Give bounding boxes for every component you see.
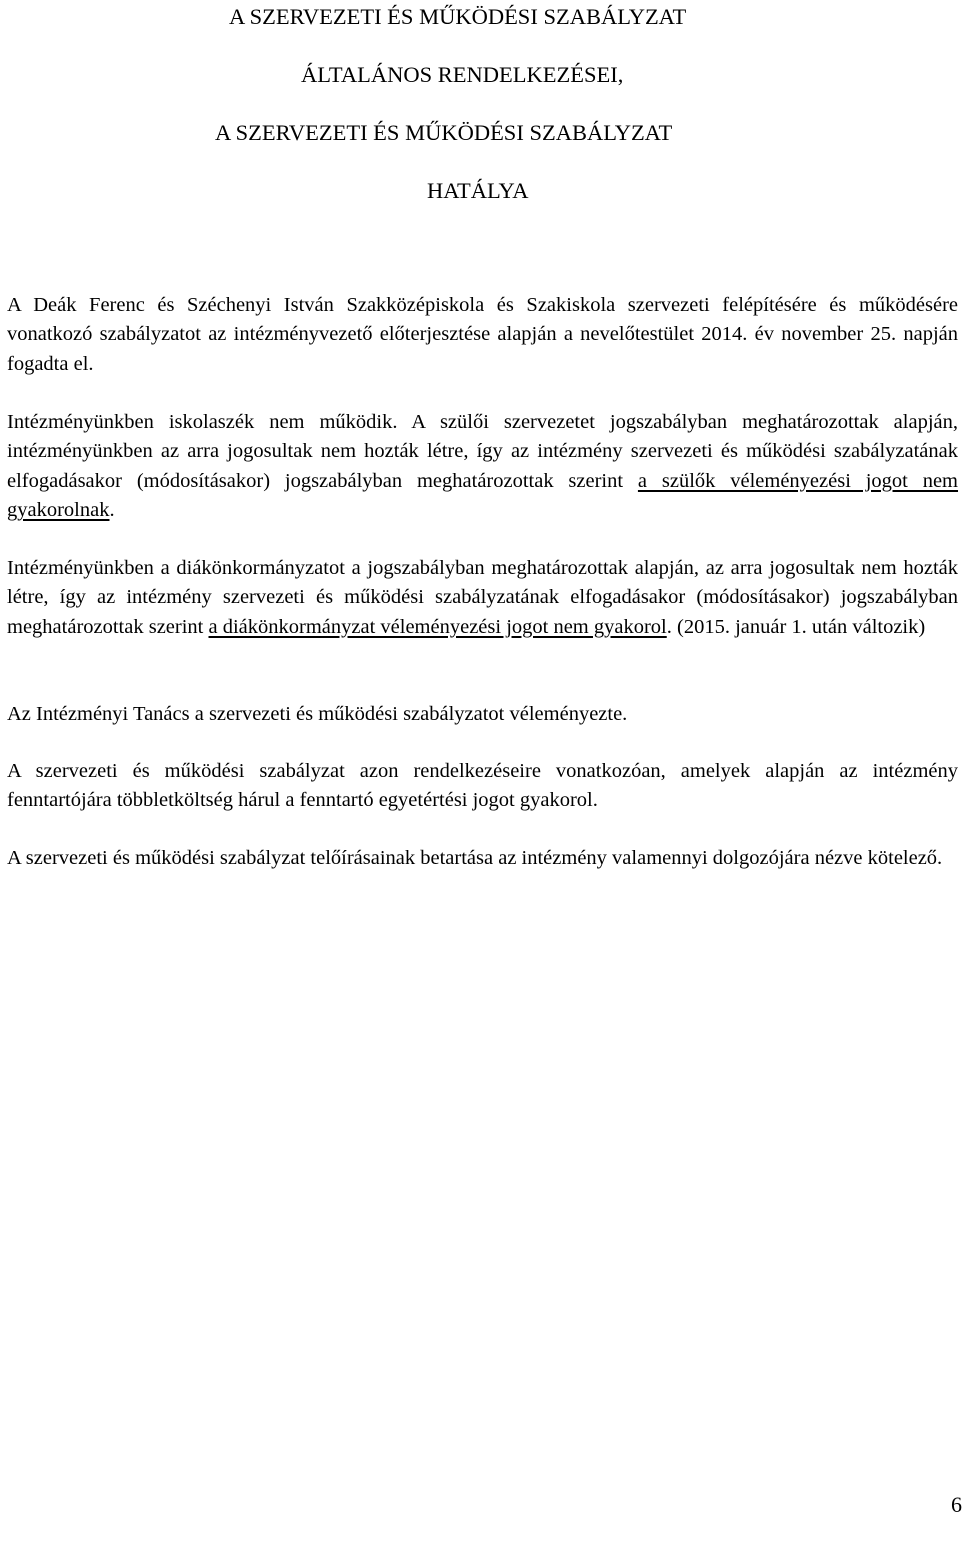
- paragraph-adoption-text: A Deák Ferenc és Széchenyi István Szakközépiskola és Szakiskola szervezeti felépítésére és működésére vonatkozó szabályzatot az intézményvezető előterjesztése alapján a nevelőtestület: [7, 294, 958, 346]
- parents-rights-underlined: a szülők véleményezési jogot nem gyakorolnak: [7, 469, 959, 522]
- paragraph-adoption: [7, 291, 958, 379]
- paragraph-parents-organization: [7, 408, 958, 526]
- paragraph-maintainer-consent: A szervezeti és működési szabályzat azon rendelkezéseire vonatkozóan, amelyek alapján az intézmény fenntartójára többletköltség hárul a fenntartó egyetértési jogot gyakorol.: [7, 760, 958, 812]
- adoption-date: 2014. év november 25.: [701, 323, 897, 346]
- paragraph-student-government: [7, 554, 958, 642]
- paragraph-student-text: Intézményünkben a diákönkormányzatot a jogszabályban meghatározottak alapján, az arra jogosultak nem hozták létre, így az intézmény szervezeti és működési szabályzatának elfogadásakor (módosításakor) jogszabályban meghatározottak szerint: [7, 557, 958, 638]
- section-title-line-1: ÁLTALÁNOS RENDELKEZÉSEI,: [301, 62, 624, 87]
- student-rights-underlined: a diákönkormányzat véleményezési jogot nem gyakorol: [208, 615, 667, 638]
- section-title-line-2: A SZERVEZETI ÉS MŰKÖDÉSI SZABÁLYZAT: [215, 120, 673, 145]
- section-title-line-3: HATÁLYA: [427, 178, 529, 203]
- paragraph-binding-rules: A szervezeti és működési szabályzat telőírásainak betartása az intézmény valamennyi dolgozójára nézve kötelező.: [7, 847, 943, 869]
- page-number: 6: [951, 1492, 962, 1517]
- paragraph-adoption-end: napján fogadta el.: [7, 323, 958, 375]
- document-title: A SZERVEZETI ÉS MŰKÖDÉSI SZABÁLYZAT: [229, 4, 687, 29]
- paragraph-student-end: . (2015. január 1. után változik): [666, 615, 926, 638]
- paragraph-institutional-council: Az Intézményi Tanács a szervezeti és működési szabályzatot véleményezte.: [7, 703, 628, 725]
- paragraph-parents-text: Intézményünkben iskolaszék nem működik. A szülői szervezetet jogszabályban meghatározottak alapján, intézményünkben az arra jogosultak nem hozták létre, így az intézmény szervezeti és működési szabályzatának elfogadásakor (módosításakor) jogszabályban meghatározottak szerint: [7, 411, 958, 492]
- paragraph-parents-end: .: [109, 499, 115, 522]
